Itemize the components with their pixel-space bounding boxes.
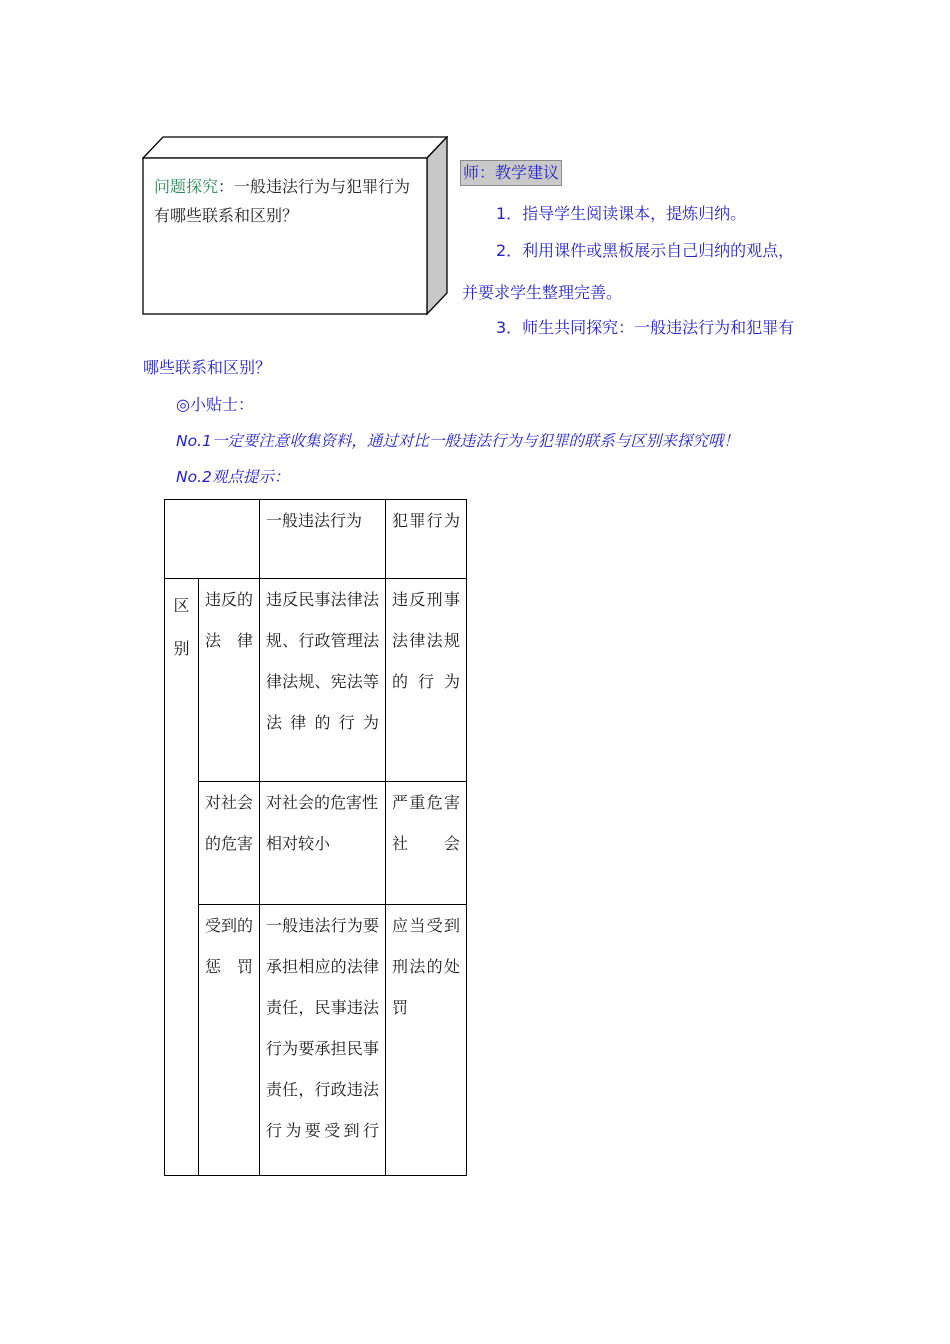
question-box	[142, 136, 448, 316]
question-label: 问题探究	[154, 177, 219, 196]
table-row	[165, 579, 467, 782]
header-crime: 犯罪行为	[386, 500, 467, 579]
row-crime: 违反刑事法律法规的行为	[386, 579, 467, 782]
row-aspect: 受到的惩罚	[199, 905, 260, 1176]
question-text	[154, 172, 416, 230]
suggestion-item-1: 1．指导学生阅读课本，提炼归纳。	[496, 204, 747, 223]
question-body: ：一般违法行为与犯罪行为有哪些联系和区别？	[154, 177, 411, 225]
comparison-table	[164, 499, 467, 1176]
header-empty-cell	[165, 500, 260, 579]
row-general: 违反民事法律法规、行政管理法律法规、宪法等法律的行为	[260, 579, 386, 782]
row-general: 一般违法行为要承担相应的法律责任，民事违法行为要承担民事责任，行政违法行为要受到行	[260, 905, 386, 1176]
row-crime: 应当受到刑法的处罚	[386, 905, 467, 1176]
row-crime: 严重危害社会	[386, 782, 467, 905]
tips-heading: ◎小贴士：	[176, 395, 254, 414]
tip-no1: No.1一定要注意收集资料，通过对比一般违法行为与犯罪的联系与区别来探究哦！	[176, 432, 739, 450]
row-aspect: 对社会的危害	[199, 782, 260, 905]
suggestion-item-2: 2．利用课件或黑板展示自己归纳的观点，	[496, 241, 795, 260]
table-row	[165, 782, 467, 905]
table-row	[165, 905, 467, 1176]
table-header-row	[165, 500, 467, 579]
group-label-difference	[165, 579, 199, 1176]
teacher-suggestion-label: 师：教学建议	[460, 160, 562, 186]
row-aspect: 违反的法律	[199, 579, 260, 782]
suggestion-item-3-cont: 哪些联系和区别？	[143, 358, 272, 377]
header-general-violation: 一般违法行为	[260, 500, 386, 579]
suggestion-item-2-cont: 并要求学生整理完善。	[462, 283, 623, 302]
group-label-text: 区别	[173, 596, 190, 658]
suggestion-item-3: 3．师生共同探究：一般违法行为和犯罪有	[496, 318, 795, 337]
row-general: 对社会的危害性相对较小	[260, 782, 386, 905]
tip-no2: No.2观点提示：	[176, 468, 290, 486]
